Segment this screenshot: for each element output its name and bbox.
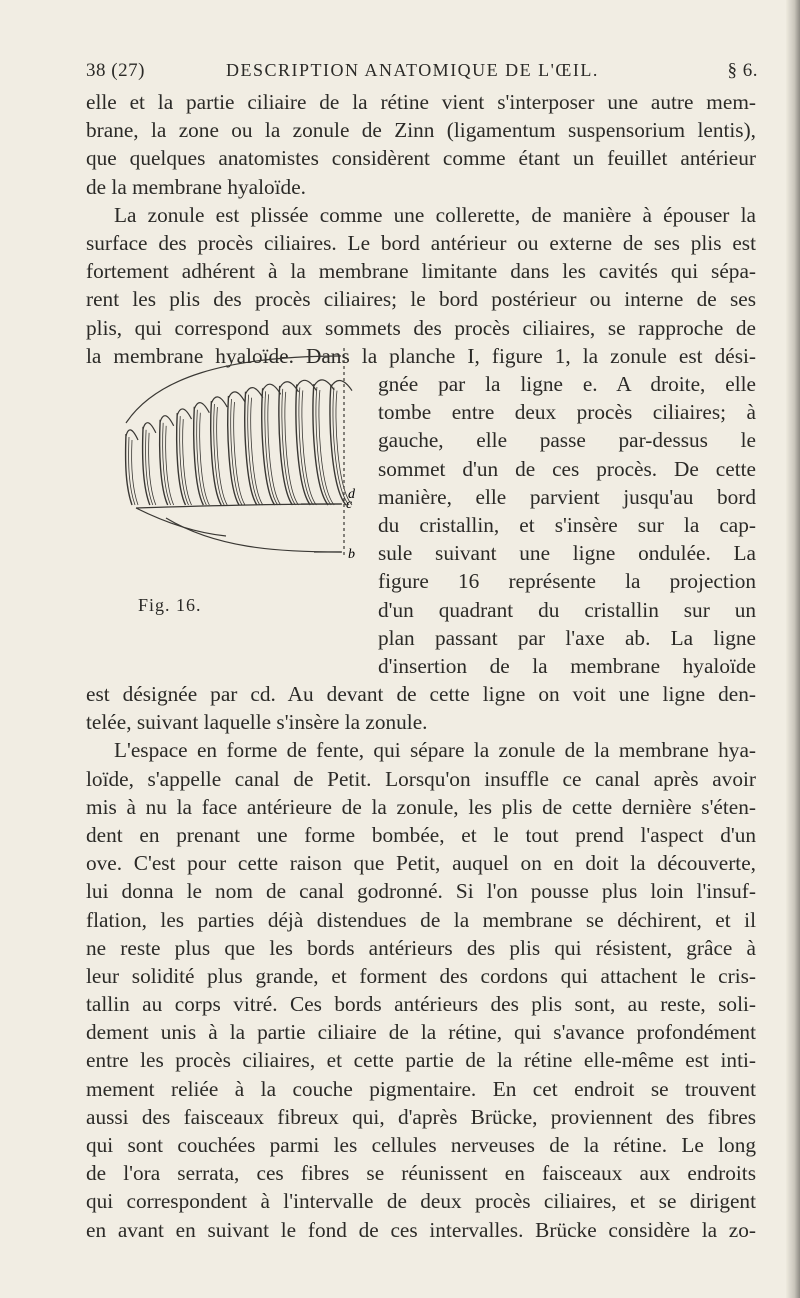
text-line: de la membrane hyaloïde. [86, 174, 306, 199]
fold-line [200, 413, 210, 505]
text-line: en avant en suivant le fond de ces intervalles. Brücke considère la zo- [86, 1217, 756, 1242]
fold-crest [229, 392, 246, 402]
text-line: entre les procès ciliaires, et cette partie de la rétine elle-même est inti- [86, 1048, 756, 1073]
section-number: § 6. [727, 60, 758, 81]
text-line: tallin au corps vitré. Ces bords antérieurs des plis sont, au reste, soli- [86, 992, 756, 1017]
fold-crest [143, 423, 156, 433]
text-line: mis à nu la face antérieure de la zonule, les plis de cette dernière s'éten- [86, 794, 756, 819]
text-line: figure 16 représente la projection [378, 569, 756, 594]
text-line: brane, la zone ou la zonule de Zinn (ligamentum suspensorium lentis), [86, 118, 756, 143]
page-number: 38 (27) [86, 60, 145, 81]
zonule-folds [126, 380, 352, 505]
text-line: rent les plis des procès ciliaires; le bord postérieur ou interne de ses [86, 287, 756, 312]
fold-line [282, 389, 296, 505]
figure-caption: Fig. 16. [138, 595, 202, 615]
page-edge [786, 0, 800, 1298]
fold-crest [126, 430, 138, 440]
text-line: sommet d'un de ces procès. De cette [378, 456, 756, 481]
label-b: b [348, 547, 355, 558]
fold-line [316, 387, 331, 505]
fold-line [211, 401, 221, 505]
fold-line [248, 395, 260, 505]
text-line: manière, elle parvient jusqu'au bord [378, 484, 756, 509]
text-line: tombe entre deux procès ciliaires; à [378, 400, 756, 425]
label-d: d [348, 487, 355, 502]
fold-line [333, 388, 349, 505]
fold-line [217, 407, 227, 505]
text-line: ove. C'est pour cette raison que Petit, auquel on en doit la découverte, [86, 851, 756, 876]
text-line: gnée par la ligne e. A droite, elle [378, 372, 756, 396]
text-line: qui correspondent à l'intervalle de deux procès ciliaires, et se dirigent [86, 1189, 756, 1214]
running-title: DESCRIPTION ANATOMIQUE DE L'ŒIL. [226, 60, 599, 80]
fold-crest [211, 397, 227, 407]
text-line: aussi des faisceaux fibreux qui, d'après Brücke, proviennent des fibres [86, 1104, 756, 1129]
figure-16 [96, 348, 366, 558]
text-line: que quelques anatomistes considèrent comme étant un feuillet antérieur [86, 146, 756, 171]
fold-crest [194, 403, 209, 413]
zonule-diagram [96, 348, 366, 558]
text-line: elle et la partie ciliaire de la rétine vient s'interposer une autre mem- [86, 90, 756, 114]
fold-line [265, 391, 278, 505]
label-a [342, 348, 349, 351]
label-c: c [346, 497, 353, 512]
fold-crest [177, 409, 191, 419]
text-line: L'espace en forme de fente, qui sépare la zonule de la membrane hya- [114, 738, 756, 763]
text-line: sule suivant une ligne ondulée. La [378, 541, 756, 566]
fold-line [231, 399, 242, 505]
text-line: la membrane hyaloïde. Dans la planche I, figure 1, la zonule est dési- [86, 343, 756, 368]
text-line: du cristallin, et s'insère sur la cap- [378, 512, 756, 537]
body-text-bottom [86, 680, 756, 1244]
text-line: gauche, elle passe par-dessus le [378, 428, 756, 453]
text-line: La zonule est plissée comme une collerette, de manière à épouser la [114, 202, 756, 227]
fold-line [228, 396, 239, 505]
text-line: ne reste plus que les bords antérieurs des plis qui résistent, grâce à [86, 935, 756, 960]
text-line: plis, qui correspond aux sommets des procès ciliaires, se rapproche de [86, 315, 756, 340]
text-line: loïde, s'appelle canal de Petit. Lorsqu'on insuffle ce canal après avoir [86, 766, 756, 791]
text-line: dent en prenant une forme bombée, et le tout prend l'aspect d'un [86, 822, 756, 847]
body-text-top [86, 88, 756, 370]
running-header [86, 60, 758, 88]
text-line: fortement adhérent à la membrane limitante dans les cavités qui sépa- [86, 259, 756, 284]
text-line: telée, suivant laquelle s'insère la zonule. [86, 710, 428, 735]
lens-edge [166, 518, 341, 552]
text-line: d'un quadrant du cristallin sur un [378, 597, 756, 622]
text-line: qui sont couchées parmi les cellules nerveuses de la rétine. Le long [86, 1133, 756, 1157]
text-line: plan passant par l'axe ab. La ligne [378, 625, 756, 650]
text-line: surface des procès ciliaires. Le bord antérieur ou externe de ses plis est [86, 230, 756, 255]
text-line: mement reliée à la couche pigmentaire. En cet endroit se trouvent [86, 1076, 756, 1101]
text-line: est désignée par cd. Au devant de cette ligne on voit une ligne den- [86, 682, 756, 706]
text-line: lui donna le nom de canal godronné. Si l'on pousse plus loin l'insuf- [86, 879, 756, 904]
fold-line [299, 387, 313, 505]
text-line: dement unis à la partie ciliaire de la rétine, qui s'avance profondément [86, 1020, 756, 1045]
lower-curve [136, 508, 226, 536]
text-line: de l'ora serrata, ces fibres se réunissent en faisceaux aux endroits [86, 1161, 756, 1186]
fold-crest [160, 416, 174, 426]
fold-line [234, 402, 245, 505]
text-line: leur solidité plus grande, et forment des cordons qui attachent le cris- [86, 963, 756, 988]
text-line: d'insertion de la membrane hyaloïde [378, 653, 756, 678]
text-line: flation, les parties déjà distendues de la membrane se déchirent, et il [86, 907, 756, 932]
